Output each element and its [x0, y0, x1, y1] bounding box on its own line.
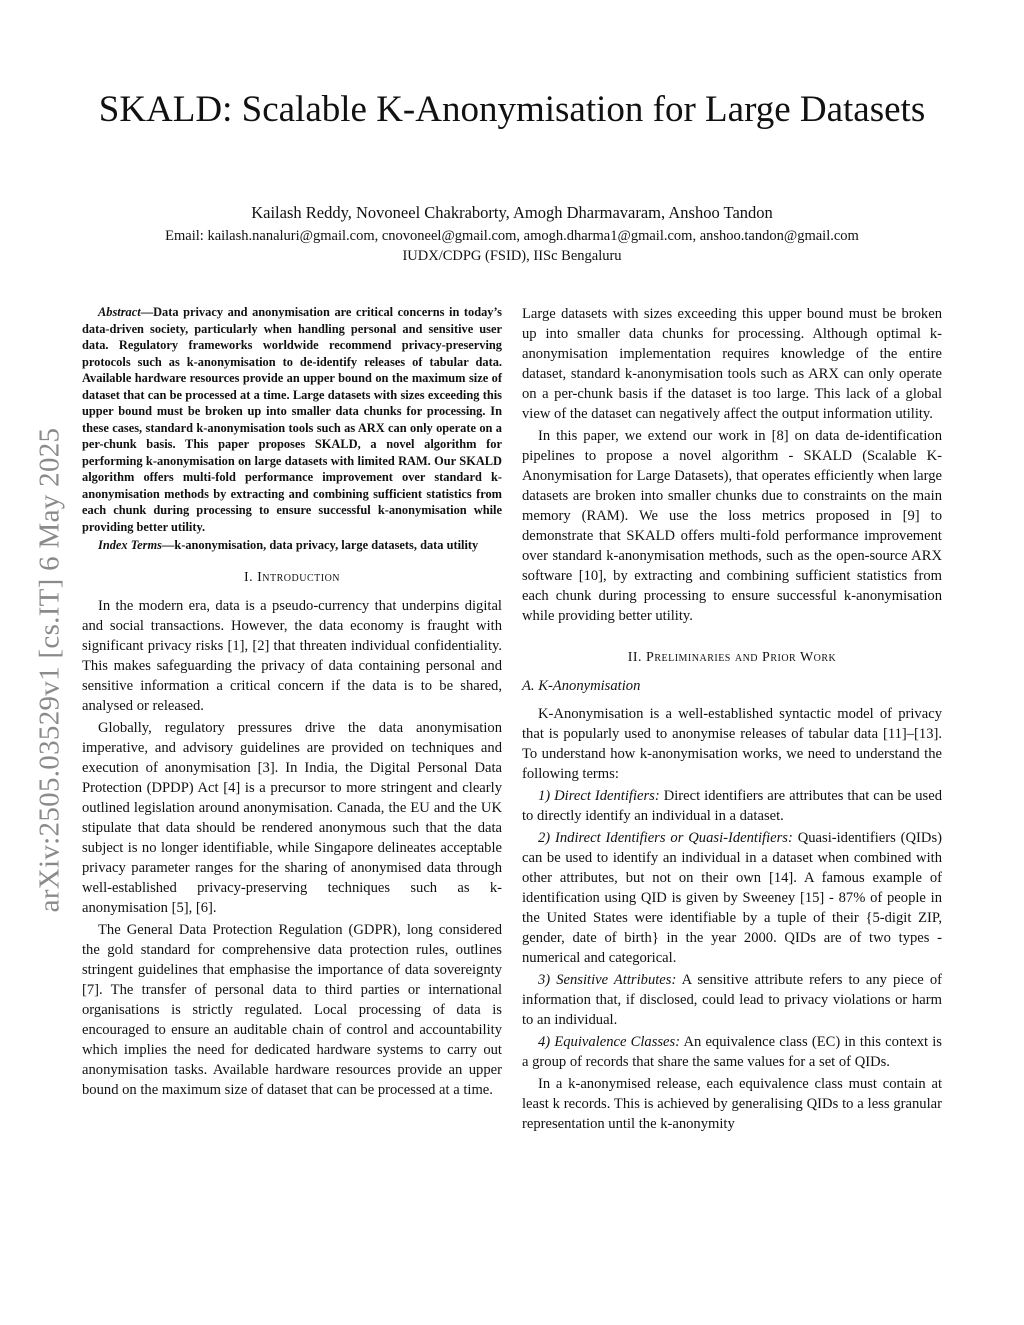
definition-term: 3) Sensitive Attributes:: [538, 972, 677, 988]
paragraph: Globally, regulatory pressures drive the data anonymisation imperative, and advisory guidelines are provided on techniques and execution of anonymisation [3]. In India, the Digital Personal Data Protection (DPDP) Act [4] is a precursor to more stringent and clearly outlined legislation around anonymisation. Canada, the EU and the UK stipulate that data should be rendered anonymous such that the data subject is no longer identifiable, while Singapore delineates acceptable privacy parameter ranges for the sharing of anonymised data through well-established privacy-preserving techniques such as k-anonymisation [5], [6].: [82, 719, 502, 916]
author-list: Kailash Reddy, Novoneel Chakraborty, Amogh Dharmavaram, Anshoo Tandon: [251, 203, 773, 222]
author-emails: Email: kailash.nanaluri@gmail.com, cnovoneel@gmail.com, amogh.dharma1@gmail.com, anshoo.tandon@gmail.com: [165, 228, 859, 244]
definition-term: 1) Direct Identifiers:: [538, 788, 660, 804]
definition-item: [522, 970, 942, 1030]
definition-item: [522, 828, 942, 968]
right-column: [522, 304, 942, 1136]
definition-item: [522, 1032, 942, 1072]
index-terms-label: Index Terms: [98, 538, 162, 552]
paper-title: SKALD: Scalable K-Anonymisation for Large Datasets: [98, 89, 926, 130]
definition-text: Quasi-identifiers (QIDs) can be used to identify an individual in a dataset when combined with other attributes, but not on their own [14]. A famous example of identification using QID is given by Sweeney [15] - 87% of people in the United States were identifiable by a tuple of their {5-digit ZIP, gender, date of birth} in the year 2000. QIDs are of two types - numerical and categorical.: [522, 830, 942, 966]
subsection-heading: A. K-Anonymisation: [522, 678, 641, 694]
definition-text: Direct identifiers are attributes that can be used to directly identify an individual in a dataset.: [522, 788, 942, 824]
abstract-text: —Data privacy and anonymisation are critical concerns in today’s data-driven society, particularly when handling personal and sensitive user data. Regulatory frameworks worldwide recommend privacy-preserving protocols such as k-anonymisation to de-identify releases of tabular data. Available hardware resources provide an upper bound on the maximum size of dataset that can be processed at a time. Large datasets with sizes exceeding this upper bound must be broken up into smaller data chunks for processing. In these cases, standard k-anonymisation tools such as ARX can only operate on a per-chunk basis. This paper proposes SKALD, a novel algorithm for performing k-anonymisation on large datasets with limited RAM. Our SKALD algorithm offers multi-fold performance improvement over standard k-anonymisation methods by extracting and combining sufficient statistics from each chunk during processing to ensure successful k-anonymisation while providing better utility.: [82, 305, 502, 534]
section-heading-preliminaries: II. Preliminaries and Prior Work: [627, 650, 837, 665]
definition-term: 2) Indirect Identifiers or Quasi-Identifiers:: [538, 830, 793, 846]
paragraph: K-Anonymisation is a well-established syntactic model of privacy that is popularly used to anonymise releases of tabular data [11]–[13]. To understand how k-anonymisation works, we need to understand the following terms:: [522, 706, 942, 782]
definition-term: 4) Equivalence Classes:: [538, 1034, 681, 1050]
paragraph: In this paper, we extend our work in [8] on data de-identification pipelines to propose a novel algorithm - SKALD (Scalable K-Anonymisation for Large Datasets), that operates efficiently when large datasets are broken into smaller chunks due to constraints on the main memory (RAM). We use the loss metrics proposed in [9] to demonstrate that SKALD offers multi-fold performance improvement over standard k-anonymisation methods, such as the open-source ARX software [10], by extracting and combining sufficient statistics from each chunk during processing to ensure successful k-anonymisation while providing better utility.: [522, 428, 942, 624]
definition-text: A sensitive attribute refers to any piece of information that, if disclosed, could lead to privacy violations or harm to an individual.: [522, 972, 943, 1028]
section-heading-introduction: I. Introduction: [243, 569, 341, 585]
abstract-label: Abstract: [98, 305, 141, 319]
paragraph: In the modern era, data is a pseudo-currency that underpins digital and social transactions. However, the data economy is fraught with significant privacy risks [1], [2] that threaten individual confidentiality. This makes safeguarding the privacy of data containing personal and sensitive information a critical concern if the data is to be shared, analysed or released.: [82, 597, 502, 714]
paragraph: The General Data Protection Regulation (GDPR), long considered the gold standard for comprehensive data protection rules, outlines stringent guidelines that emphasise the importance of data sovereignty [7]. The transfer of personal data to third parties or international organisations is strictly regulated. Local processing of data is encouraged to ensure an auditable chain of control and accountability which implies the need for dedicated hardware systems to carry out anonymisation tasks. Available hardware resources provide an upper bound on the maximum size of dataset that can be processed at a time.: [82, 921, 502, 1098]
paragraph: Large datasets with sizes exceeding this upper bound must be broken up into smaller data chunks for processing. Although optimal k-anonymisation implementation requires knowledge of the entire dataset, standard k-anonymisation tools such as ARX can only operate on a per-chunk basis if the dataset is too large. This lack of a global view of the dataset can negatively affect the output information utility.: [522, 306, 942, 422]
index-terms-text: —k-anonymisation, data privacy, large datasets, data utility: [161, 538, 479, 552]
definition-item: [522, 786, 942, 826]
author-affiliation: IUDX/CDPG (FSID), IISc Bengaluru: [402, 248, 622, 264]
abstract: [82, 304, 502, 535]
arxiv-sidebar: [30, 380, 70, 960]
definition-text: An equivalence class (EC) in this context is a group of records that share the same values for a set of QIDs.: [522, 1034, 942, 1070]
index-terms: [82, 537, 502, 554]
left-column: [82, 304, 502, 1102]
paragraph: In a k-anonymised release, each equivalence class must contain at least k records. This is achieved by generalising QIDs to a less granular representation until the k-anonymity: [522, 1076, 942, 1132]
arxiv-identifier: arXiv:2505.03529v1 [cs.IT] 6 May 2025: [33, 427, 66, 913]
